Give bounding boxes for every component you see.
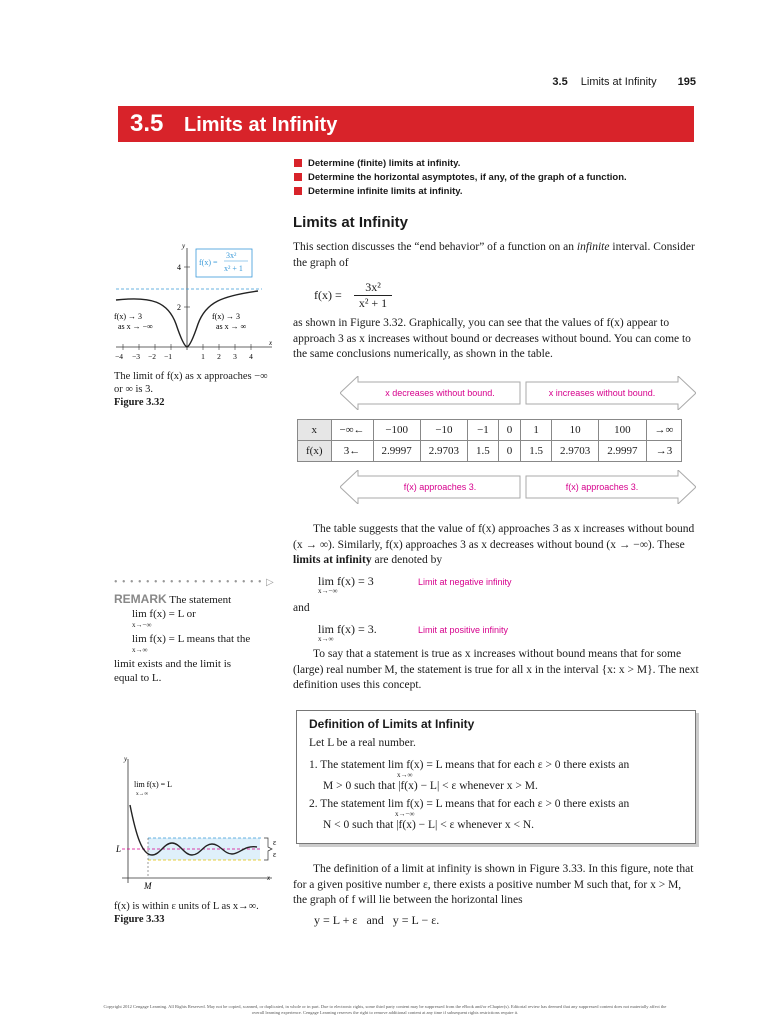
and-text: and xyxy=(293,602,310,614)
definition-title: Definition of Limits at Infinity xyxy=(309,717,475,731)
svg-text:x→∞: x→∞ xyxy=(136,791,149,797)
svg-text:y: y xyxy=(182,242,186,250)
copyright-footer: Copyright 2012 Cengage Learning. All Rights Reserved. May not be copied, scanned, or duplicated, in whole or in part. Due to electronic rights, some third party content may be suppressed from the eBook and/or eChapter(s). Editorial review has deemed that any suppressed content does not materially affect the overall learning experience. Cengage Learning reserves the right to remove additional content at any time if subsequent rights restrictions require it. xyxy=(103,1004,667,1015)
arrow-left-label: x decreases without bound. xyxy=(385,388,495,398)
limit-positive-label: Limit at positive infinity xyxy=(418,625,509,635)
svg-text:−4: −4 xyxy=(115,352,123,361)
remark-divider: • • • • • • • • • • • • • • • • • • • ▷ xyxy=(114,577,275,588)
objective-item: Determine the horizontal asymptotes, if any, of the graph of a function. xyxy=(294,171,627,185)
remark-heading: REMARK xyxy=(114,592,167,606)
section-heading: Limits at Infinity xyxy=(293,214,409,231)
remark-box: REMARK The statement lim f(x) = L or x→−∞ lim f(x) = L means that the x→∞ limit exists and the limit is equal to L. xyxy=(114,592,251,684)
section-banner xyxy=(118,106,694,142)
bullet-square-icon xyxy=(294,173,302,181)
svg-text:as x → ∞: as x → ∞ xyxy=(216,322,247,331)
svg-text:x: x xyxy=(269,339,273,347)
definition-box: Definition of Limits at Infinity Let L be a real number. 1. The statement lim f(x) = L means that for each ε > 0 there exists an x→∞ M > 0 such that |f(x) − L| < ε whenever x > M. 2. The statement lim f(x) = L means that for each ε > 0 there exists an x→−∞ N < 0 such that |f(x) − L| < ε whenever x < N. xyxy=(296,710,696,844)
svg-text:M: M xyxy=(144,881,152,891)
running-head-title: Limits at Infinity xyxy=(580,76,657,88)
running-head-section: 3.5 xyxy=(552,76,568,88)
arrow-right-label-2: f(x) approaches 3. xyxy=(565,482,639,492)
svg-text:2: 2 xyxy=(217,352,221,361)
values-table xyxy=(297,419,682,462)
objective-item: Determine infinite limits at infinity. xyxy=(294,185,627,199)
paragraph-2: as shown in Figure 3.32. Graphically, you can see that the values of f(x) appear to approach 3 as x increases without bound or decreases without bound. You can come to the same conclusions numerically, as shown in the table. xyxy=(293,317,691,360)
svg-text:4: 4 xyxy=(249,352,253,361)
svg-text:x² + 1: x² + 1 xyxy=(224,264,243,273)
epsilon-brace xyxy=(264,838,272,860)
svg-text:−1: −1 xyxy=(164,352,172,361)
objectives-list xyxy=(294,157,627,199)
bullet-square-icon xyxy=(294,187,302,195)
paragraph-3: The table suggests that the value of f(x) approaches 3 as x increases without bound (x → ∞). Similarly, f(x) approaches 3 as x decreases without bound (x → −∞). These limits at infinity are denoted by xyxy=(293,523,695,566)
svg-text:3x²: 3x² xyxy=(226,251,237,260)
svg-text:lim f(x) = L: lim f(x) = L xyxy=(134,780,173,789)
arrow-left-label-2: f(x) approaches 3. xyxy=(403,482,477,492)
arrow-right-label: x increases without bound. xyxy=(548,388,656,398)
figure-3-33-caption: f(x) is within ε units of L as x→∞. Figure 3.33 xyxy=(114,901,259,925)
horizontal-lines-equation: y = L + ε and y = L − ε. xyxy=(314,913,440,927)
svg-text:f(x) =: f(x) = xyxy=(199,258,218,267)
svg-text:as x → −∞: as x → −∞ xyxy=(118,322,153,331)
svg-text:2: 2 xyxy=(177,303,181,312)
svg-text:x: x xyxy=(267,874,271,882)
table-row: f(x) 3← 2.9997 2.9703 1.5 0 1.5 2.9703 2.9997 →3 xyxy=(298,441,682,462)
svg-text:ε: ε xyxy=(273,838,277,847)
figure-3-32-graph xyxy=(112,240,282,365)
banner-title: Limits at Infinity xyxy=(184,114,338,136)
paragraph-4: To say that a statement is true as x increases without bound means that for some (large) real number M, the statement is true for all x in the interval {x: x > M}. The next definition uses this concept. xyxy=(293,648,699,691)
svg-text:y: y xyxy=(124,755,128,763)
svg-text:f(x) → 3: f(x) → 3 xyxy=(212,312,240,321)
figure-3-32-caption: The limit of f(x) as x approaches −∞ or ∞ is 3. Figure 3.32 xyxy=(114,371,268,408)
bullet-square-icon xyxy=(294,159,302,167)
paragraph-5: The definition of a limit at infinity is shown in Figure 3.33. In this figure, note that for a given positive number ε, there exists a positive number M such that, for x > M, the graph of f will lie between the horizontal lines xyxy=(293,863,694,906)
svg-text:f(x) → 3: f(x) → 3 xyxy=(114,312,142,321)
svg-text:4: 4 xyxy=(177,263,181,272)
x-tick-labels xyxy=(115,352,253,361)
svg-text:−3: −3 xyxy=(132,352,140,361)
svg-text:−2: −2 xyxy=(148,352,156,361)
running-head xyxy=(552,76,696,88)
limit-positive: lim f(x) = 3. x→∞ xyxy=(318,622,377,643)
arrows-bottom xyxy=(340,470,696,504)
svg-text:1: 1 xyxy=(201,352,205,361)
page-number: 195 xyxy=(677,76,696,88)
svg-text:L: L xyxy=(116,844,122,854)
table-row: x −∞← −100 −10 −1 0 1 10 100 →∞ xyxy=(298,420,682,441)
svg-text:3: 3 xyxy=(233,352,237,361)
objective-item: Determine (finite) limits at infinity. xyxy=(294,157,627,171)
banner-number: 3.5 xyxy=(130,110,164,137)
figure-3-33-graph xyxy=(112,755,284,895)
intro-paragraph: This section discusses the “end behavior” of a function on an infinite interval. Consider the graph of xyxy=(293,241,695,269)
svg-text:ε: ε xyxy=(273,850,277,859)
limit-negative-label: Limit at negative infinity xyxy=(418,577,512,587)
limit-negative: lim f(x) = 3 x→−∞ xyxy=(318,574,374,595)
arrows-top xyxy=(340,376,696,410)
